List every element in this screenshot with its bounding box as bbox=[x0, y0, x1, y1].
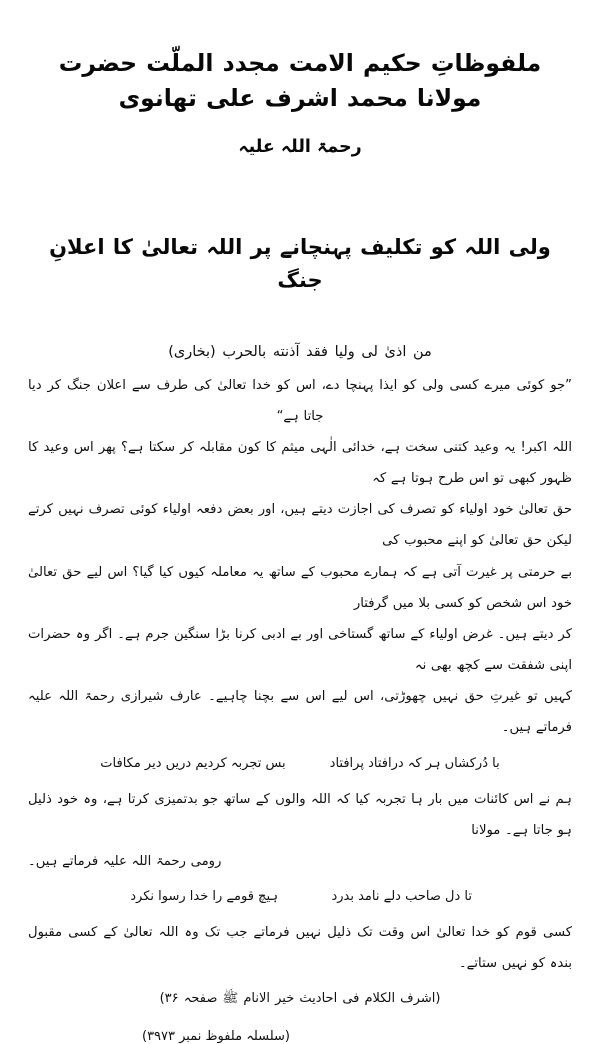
body-paragraph-quote: ”جو کوئی میرے کسی ولی کو ایذا پہنچا دے، اس کو خدا تعالیٰ کی طرف سے اعلان جنگ کر دیا جاتا ہے“ bbox=[28, 377, 572, 424]
couplet-hemistich-first: بس تجربہ کردیم دریں دیر مکافات bbox=[100, 755, 286, 771]
body-paragraph: کہیں تو غیرتِ حق نہیں چھوڑتی، اس لیے اس سے بچنا چاہیے۔ عارف شیرازی رحمۃ اللہ علیہ فرماتے ہیں۔ bbox=[28, 689, 572, 736]
page-title: ولی اللہ کو تکلیف پہنچانے پر اللہ تعالیٰ کا اعلانِ جنگ bbox=[49, 234, 551, 293]
body-paragraph: حق تعالیٰ خود اولیاء کو تصرف کی اجازت دیتے ہیں، اور بعض دفعہ اولیاء کوئی تصرف نہیں کرتے لیکن حق تعالیٰ کو اپنے محبوب کی bbox=[28, 502, 572, 549]
body-paragraph: رومی رحمۃ اللہ علیہ فرماتے ہیں۔ bbox=[28, 853, 222, 869]
body-paragraph: کر دیتے ہیں۔ غرض اولیاء کے ساتھ گستاخی اور بے ادبی کرنا بڑا سنگین جرم ہے۔ اگر وہ حضرات اپنی شفقت سے کچھ بھی نہ bbox=[28, 626, 572, 674]
couplet-hemistich-second: تا دل صاحب دلے نامد بدرد bbox=[331, 889, 472, 905]
source-citation: (اشرف الکلام فی احادیث خیر الانام ﷺ صفحہ ۳۶) bbox=[159, 991, 441, 1007]
hadith-section bbox=[0, 344, 600, 360]
body-paragraph: کسی قوم کو خدا تعالیٰ اس وقت تک ذلیل نہیں فرماتے جب تک وہ اللہ تعالیٰ کے کسی مقبول بندہ کو نہیں ستاتے۔ bbox=[28, 925, 572, 972]
citation-section bbox=[0, 987, 600, 1009]
document-header bbox=[0, 0, 600, 157]
hadith-arabic-text: من اذیٰ لی ولیا فقد آذنته بالحرب (بخاری) bbox=[168, 343, 432, 360]
body-paragraph: بے حرمتی پر غیرت آتی ہے کہ ہمارے محبوب کے ساتھ یہ معاملہ کیوں کیا گیا؟ اس لیے حق تعالیٰ خود اس شخص کو کسی بلا میں گرفتار bbox=[28, 564, 572, 611]
body-paragraph: اللہ اکبر! یہ وعید کتنی سخت ہے، خدائی الٰہی میثم کا کون مقابلہ کر سکتا ہے؟ پھر اس وعید کا ظہور کبھی تو اس طرح ہوتا ہے کہ bbox=[28, 440, 572, 487]
header-main-title: ملفوظاتِ حکیم الامت مجدد الملّت حضرت مولانا محمد اشرف علی تھانوی bbox=[58, 49, 542, 113]
body-section bbox=[0, 370, 600, 980]
couplet-hemistich-second: با دُرکشاں ہر کہ درافتاد پرافتاد bbox=[329, 755, 500, 771]
header-honorific: رحمۃ اللہ علیہ bbox=[238, 136, 362, 157]
title-section bbox=[0, 231, 600, 298]
persian-couplet-shirazi bbox=[28, 751, 572, 777]
body-paragraph: ہم نے اس کائنات میں بار ہا تجربہ کیا کہ اللہ والوں کے ساتھ جو بدتمیزی کرتا ہے، وہ خود ذلیل ہو جاتا ہے۔ مولانا bbox=[28, 791, 572, 838]
malfuz-series-number: (سلسلہ ملفوظ نمبر ۳۹۷۳) bbox=[141, 1029, 290, 1044]
footer-section bbox=[0, 1025, 600, 1044]
couplet-hemistich-first: ہیچ قومے را خدا رسوا نکرد bbox=[130, 889, 278, 905]
persian-couplet-rumi bbox=[28, 884, 572, 910]
